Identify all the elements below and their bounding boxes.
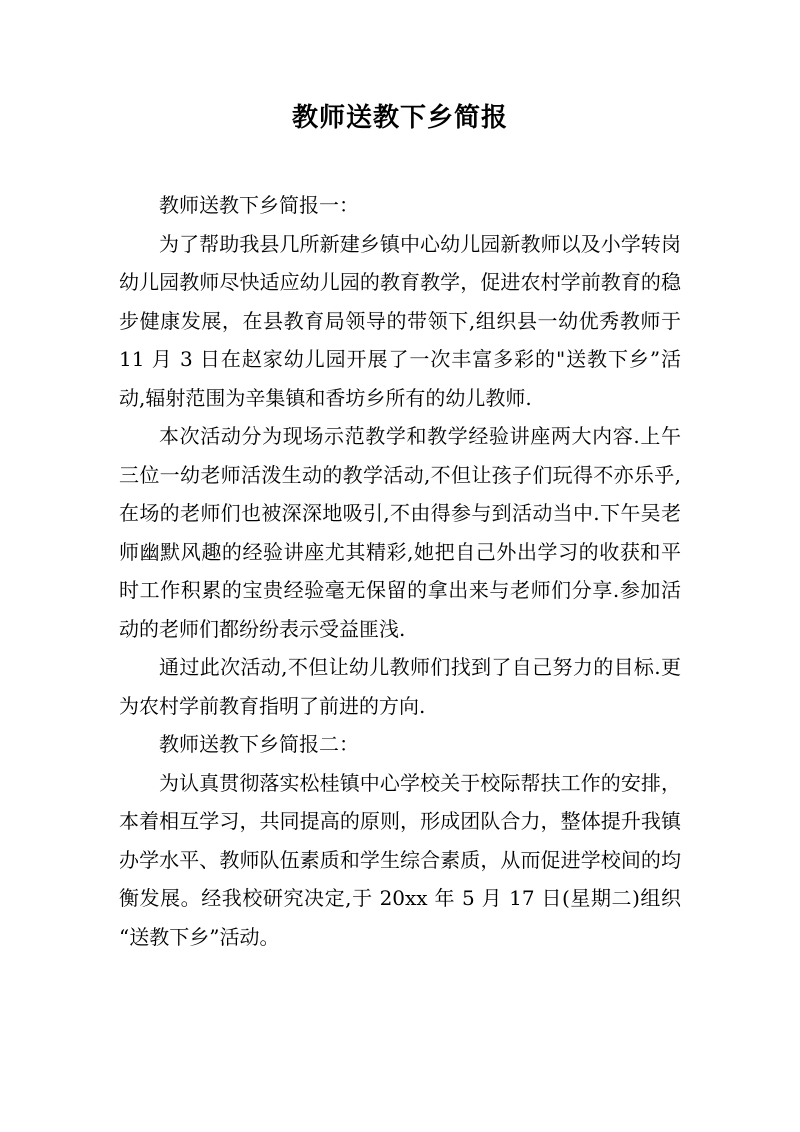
paragraph: 本次活动分为现场示范教学和教学经验讲座两大内容.上午三位一幼老师活泼生动的教学活动,不但让孩子们玩得不亦乐乎,在场的老师们也被深深地吸引,不由得参与到活动当中.下午吴老师幽默风趣的经验讲座尤其精彩,她把自己外出学习的收获和平时工作积累的宝贵经验毫无保留的拿出来与老师们分享.参加活动的老师们都纷纷表示受益匪浅. bbox=[119, 424, 681, 641]
paragraph: 为了帮助我县几所新建乡镇中心幼儿园新教师以及小学转岗幼儿园教师尽快适应幼儿园的教育教学，促进农村学前教育的稳步健康发展，在县教育局领导的带领下,组织县一幼优秀教师于 11 月 3 日在赵家幼儿园开展了一次丰富多彩的"送教下乡”活动,辐射范围为辛集镇和香坊乡所有的幼儿教师. bbox=[119, 231, 681, 410]
document-title: 教师送教下乡简报 bbox=[291, 103, 508, 133]
document-body bbox=[119, 186, 681, 956]
paragraph: 通过此次活动,不但让幼儿教师们找到了自己努力的目标.更为农村学前教育指明了前进的方向. bbox=[119, 655, 681, 718]
paragraph: 为认真贯彻落实松桂镇中心学校关于校际帮扶工作的安排，本着相互学习，共同提高的原则，形成团队合力，整体提升我镇办学水平、教师队伍素质和学生综合素质，从而促进学校间的均衡发展。经我校研究决定,于 20xx 年 5 月 17 日(星期二)组织 “送教下乡”活动。 bbox=[119, 770, 681, 949]
section-heading-2: 教师送教下乡简报二： bbox=[159, 732, 359, 756]
section-heading-1: 教师送教下乡简报一： bbox=[159, 193, 359, 217]
